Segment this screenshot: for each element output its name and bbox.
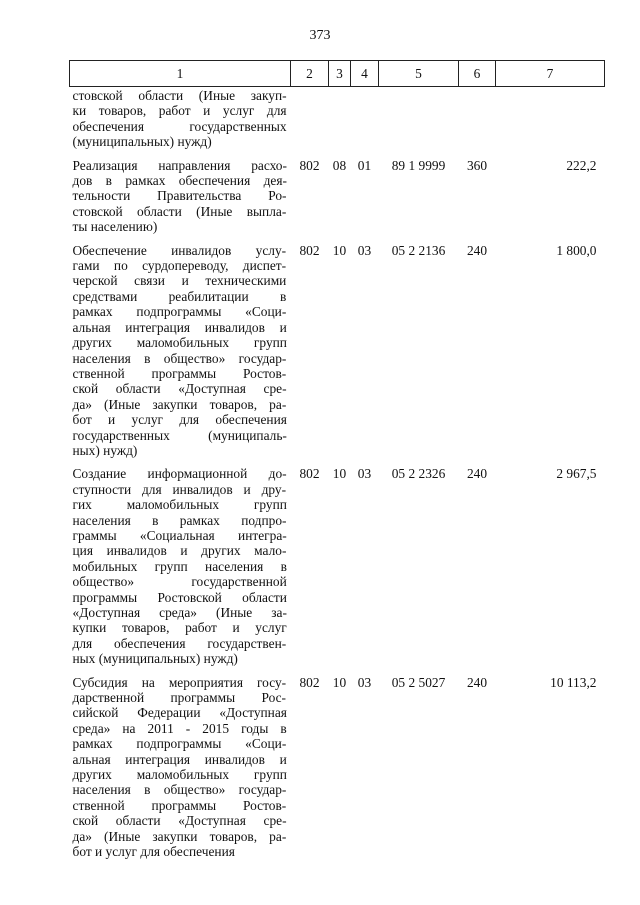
column-header: 3 — [329, 61, 351, 87]
ministry-code-cell: 802 — [299, 242, 320, 258]
table-row — [70, 458, 605, 666]
description-line: бот и услуг для обеспечения — [72, 412, 287, 428]
description-line: граммы «Социальная интегра- — [72, 527, 287, 543]
section-code-cell — [329, 87, 351, 150]
description-line: тельности Правительства Ро- — [72, 188, 287, 204]
description-line: черской связи и техническими — [72, 273, 287, 289]
description-line: альная интеграция инвалидов и — [72, 319, 287, 335]
description-line: ской области «Доступная сре- — [72, 813, 287, 829]
description-line: ственной программы Ростов- — [72, 797, 287, 813]
description-line: других маломобильных групп — [72, 335, 287, 351]
description-line: «Доступная среда» (Иные за- — [72, 605, 287, 620]
description-line: ных (муниципальных) нужд) — [72, 651, 238, 667]
subsection-code-cell: 03 — [357, 674, 372, 690]
expense-description — [70, 667, 291, 860]
description-line: да» (Иные закупки товаров, ра- — [72, 828, 287, 844]
expense-description — [70, 235, 291, 459]
column-header: 2 — [291, 61, 329, 87]
description-line: ственной программы Ростов- — [72, 365, 287, 381]
table-row — [70, 667, 605, 860]
description-line: населения в общество» государ- — [72, 782, 287, 798]
target-article-cell: 05 2 2326 — [391, 466, 446, 482]
description-line: бот и услуг для обеспечения — [72, 844, 235, 860]
description-line: населения в общество» государ- — [72, 350, 287, 366]
description-line: Субсидия на мероприятия госу- — [72, 674, 287, 690]
description-line: дарственной программы Рос- — [72, 690, 287, 706]
section-code-cell: 10 — [332, 466, 347, 482]
subsection-code-cell: 03 — [357, 242, 372, 258]
expense-description — [70, 150, 291, 235]
column-header: 1 — [70, 61, 291, 87]
expense-type-cell — [459, 87, 496, 150]
description-line: стовской области (Иные выпла- — [72, 203, 287, 219]
description-line: мобильных групп населения в — [72, 558, 287, 574]
expense-description — [70, 458, 291, 666]
column-header: 5 — [379, 61, 459, 87]
expense-type-cell: 240 — [466, 674, 488, 690]
section-code-cell: 10 — [332, 242, 347, 258]
description-line: гами по сурдопереводу, диспет- — [72, 258, 287, 274]
amount-cell — [496, 87, 605, 150]
description-line: да» (Иные закупки товаров, ра- — [72, 396, 287, 412]
expense-type-cell: 240 — [466, 242, 488, 258]
section-code-cell: 08 — [332, 157, 347, 173]
subsection-code-cell — [351, 87, 379, 150]
ministry-code-cell: 802 — [299, 157, 320, 173]
target-article-cell: 89 1 9999 — [391, 157, 446, 173]
description-line: альная интеграция инвалидов и — [72, 751, 287, 767]
expense-type-cell: 360 — [466, 157, 488, 173]
description-line: ступности для инвалидов и дру- — [72, 481, 287, 497]
description-line: стовской области (Иные закуп- — [72, 88, 287, 103]
description-line: ской области «Доступная сре- — [72, 381, 287, 397]
subsection-code-cell: 03 — [357, 466, 372, 482]
target-article-cell: 05 2 2136 — [391, 242, 446, 258]
description-line: ция инвалидов и других мало- — [72, 543, 287, 559]
target-article-cell — [379, 87, 459, 150]
description-line: рамках подпрограммы «Соци- — [72, 736, 287, 752]
description-line: гих маломобильных групп — [72, 497, 287, 513]
column-header: 4 — [351, 61, 379, 87]
subsection-code-cell: 01 — [357, 157, 372, 173]
amount-cell: 2 967,5 — [556, 466, 597, 482]
description-line: Обеспечение инвалидов услу- — [72, 242, 287, 258]
description-line: для обеспечения государствен- — [72, 635, 287, 651]
ministry-code-cell: 802 — [299, 674, 320, 690]
description-line: обеспечения государственных — [72, 118, 287, 134]
description-line: государственных (муниципаль- — [72, 427, 287, 443]
amount-cell: 1 800,0 — [556, 242, 597, 258]
description-line: ки товаров, работ и услуг для — [72, 103, 287, 119]
description-line: других маломобильных групп — [72, 767, 287, 783]
target-article-cell: 05 2 5027 — [391, 674, 446, 690]
description-line: сийской Федерации «Доступная — [72, 705, 287, 721]
column-header: 6 — [459, 61, 496, 87]
description-line: Реализация направления расхо- — [72, 157, 287, 173]
section-code-cell: 10 — [332, 674, 347, 690]
amount-cell: 10 113,2 — [550, 674, 597, 690]
description-line: рамках подпрограммы «Соци- — [72, 304, 287, 320]
description-line: средствами реабилитации в — [72, 288, 287, 304]
budget-table — [69, 60, 605, 860]
table-row — [70, 87, 605, 150]
description-line: программы Ростовской области — [72, 589, 287, 605]
description-line: (муниципальных) нужд) — [72, 134, 212, 150]
ministry-code-cell: 802 — [299, 466, 320, 482]
description-line: ных) нужд) — [72, 442, 138, 458]
description-line: дов в рамках обеспечения дея- — [72, 173, 287, 189]
page-number: 373 — [309, 28, 331, 43]
description-line: среда» на 2011 - 2015 годы в — [72, 720, 287, 736]
description-line: Создание информационной до- — [72, 466, 287, 482]
table-row — [70, 235, 605, 459]
expense-description — [70, 87, 291, 150]
description-line: общество» государственной — [72, 574, 287, 590]
description-line: ты населению) — [72, 219, 158, 235]
ministry-code-cell — [291, 87, 329, 150]
table-row — [70, 150, 605, 235]
expense-type-cell: 240 — [466, 466, 488, 482]
description-line: населения в рамках подпро- — [72, 512, 287, 528]
table-header-row — [70, 61, 605, 87]
description-line: купки товаров, работ и услуг — [72, 620, 287, 636]
amount-cell: 222,2 — [566, 157, 597, 173]
column-header: 7 — [496, 61, 605, 87]
